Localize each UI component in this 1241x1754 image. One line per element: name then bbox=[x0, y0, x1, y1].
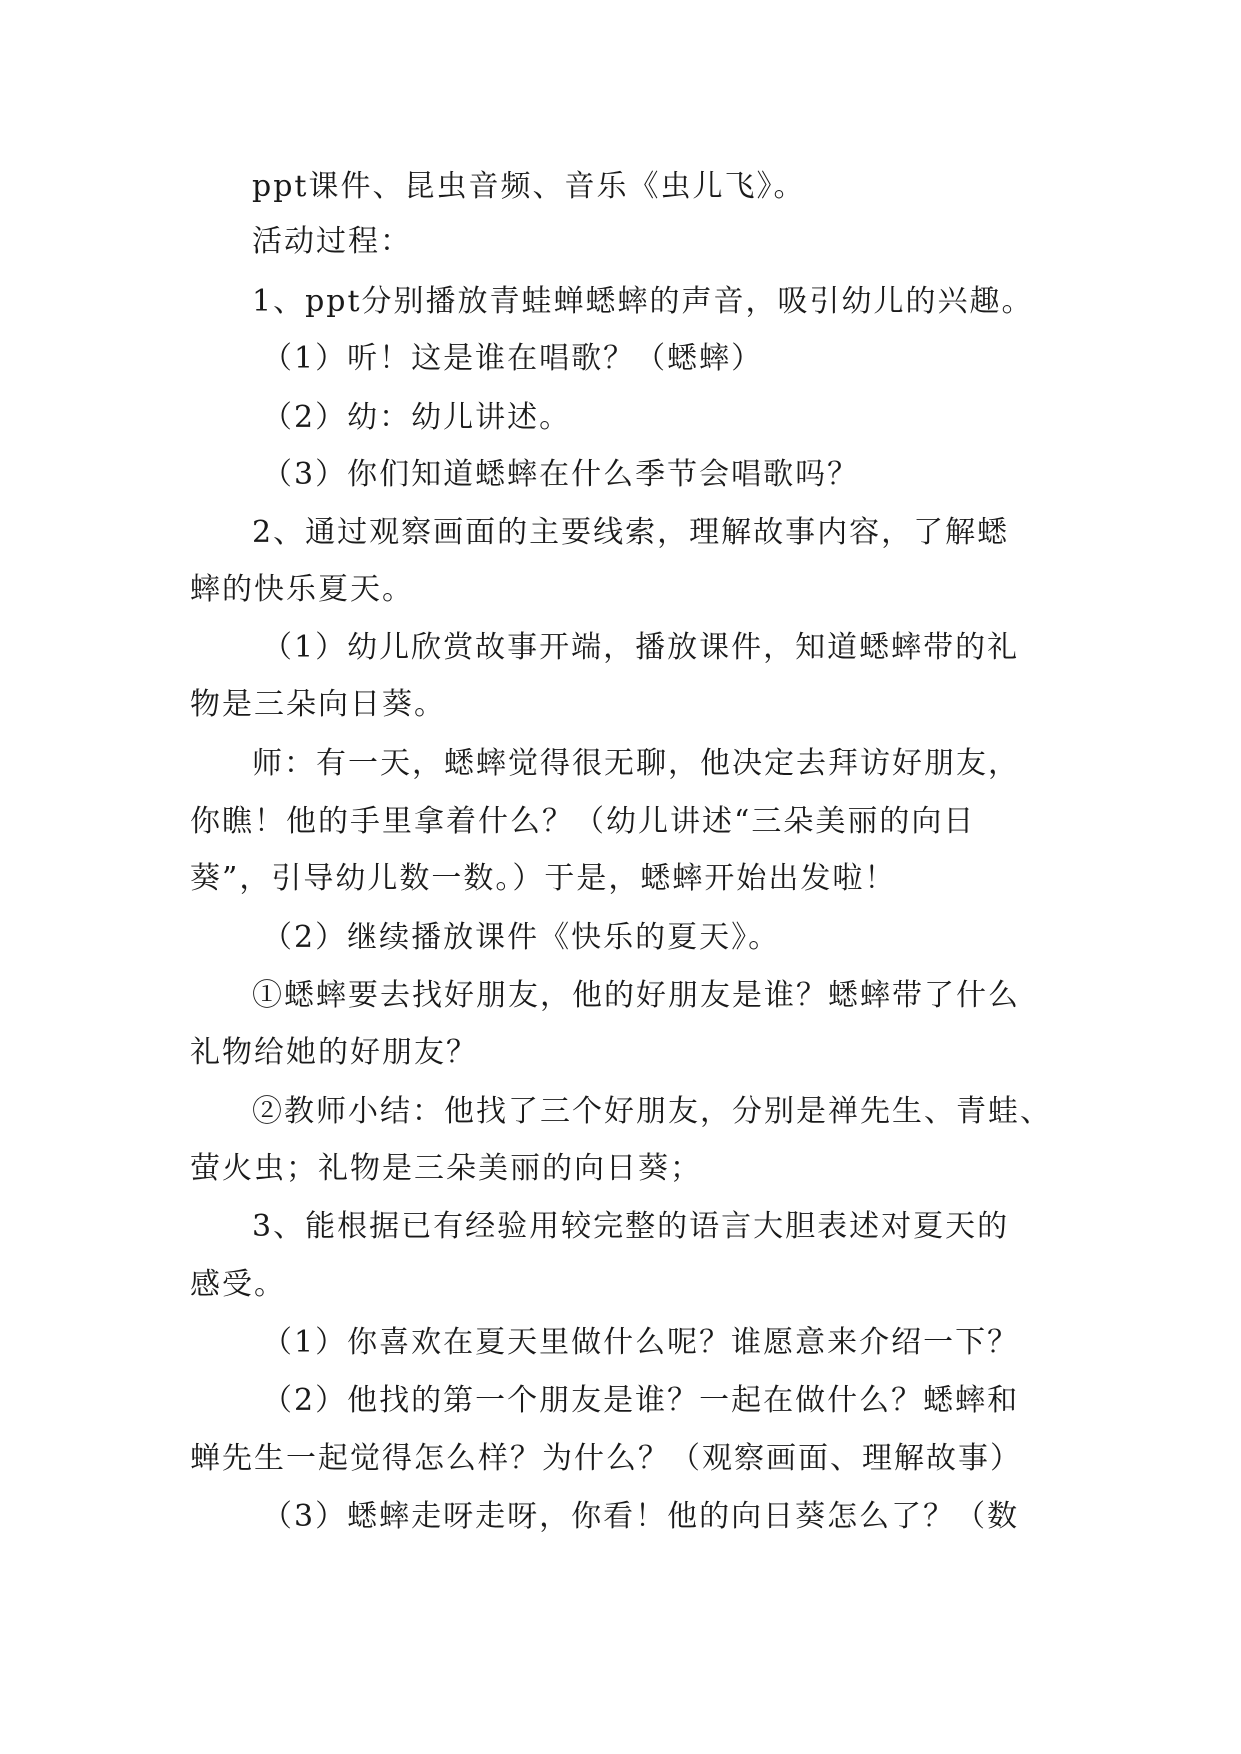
text-line-circled-2: ②教师小结：他找了三个好朋友，分别是禅先生、青蛙、 bbox=[252, 1094, 1052, 1129]
text-line-step-2-q1: （1）幼儿欣赏故事开端，播放课件，知道蟋蟀带的礼 bbox=[262, 630, 1020, 665]
text-line-step-2: 2、通过观察画面的主要线索，理解故事内容，了解蟋 bbox=[252, 515, 1010, 550]
text-line-activity-heading: 活动过程： bbox=[252, 224, 412, 259]
text-line-step-3-q3: （3）蟋蟀走呀走呀，你看！他的向日葵怎么了？（数 bbox=[262, 1499, 1020, 1534]
text-line-circled-1-cont: 礼物给她的好朋友？ bbox=[190, 1035, 478, 1070]
text-line-step-3-q1: （1）你喜欢在夏天里做什么呢？谁愿意来介绍一下？ bbox=[262, 1325, 1020, 1360]
text-line-step-2-q2: （2）继续播放课件《快乐的夏天》。 bbox=[262, 920, 781, 955]
text-line-step-3-q2-cont: 蝉先生一起觉得怎么样？为什么？（观察画面、理解故事） bbox=[190, 1441, 1022, 1476]
text-line-teacher-cont-2: 葵”，引导幼儿数一数。）于是，蟋蟀开始出发啦！ bbox=[190, 861, 897, 896]
text-line-teacher: 师：有一天，蟋蟀觉得很无聊，他决定去拜访好朋友， bbox=[252, 746, 1020, 781]
text-line-step-1-q1: （1）听！这是谁在唱歌？（蟋蟀） bbox=[262, 341, 764, 376]
text-line-step-1-q3: （3）你们知道蟋蟀在什么季节会唱歌吗？ bbox=[262, 457, 860, 492]
text-line-step-2-q1-cont: 物是三朵向日葵。 bbox=[190, 687, 446, 722]
text-line-materials: ppt课件、昆虫音频、音乐《虫儿飞》。 bbox=[252, 169, 806, 204]
text-line-circled-1: ①蟋蟀要去找好朋友，他的好朋友是谁？蟋蟀带了什么 bbox=[252, 978, 1020, 1013]
text-line-circled-2-cont: 萤火虫；礼物是三朵美丽的向日葵； bbox=[190, 1151, 702, 1186]
text-line-step-1: 1、ppt分别播放青蛙蝉蟋蟀的声音，吸引幼儿的兴趣。 bbox=[252, 284, 1034, 319]
text-line-step-3-cont: 感受。 bbox=[190, 1267, 286, 1302]
text-line-step-3-q2: （2）他找的第一个朋友是谁？一起在做什么？蟋蟀和 bbox=[262, 1383, 1020, 1418]
text-line-step-2-cont: 蟀的快乐夏天。 bbox=[190, 572, 414, 607]
text-line-step-1-q2: （2）幼：幼儿讲述。 bbox=[262, 400, 572, 435]
text-line-teacher-cont-1: 你瞧！他的手里拿着什么？（幼儿讲述“三朵美丽的向日 bbox=[190, 804, 976, 839]
text-line-step-3: 3、能根据已有经验用较完整的语言大胆表述对夏天的 bbox=[252, 1209, 1010, 1244]
